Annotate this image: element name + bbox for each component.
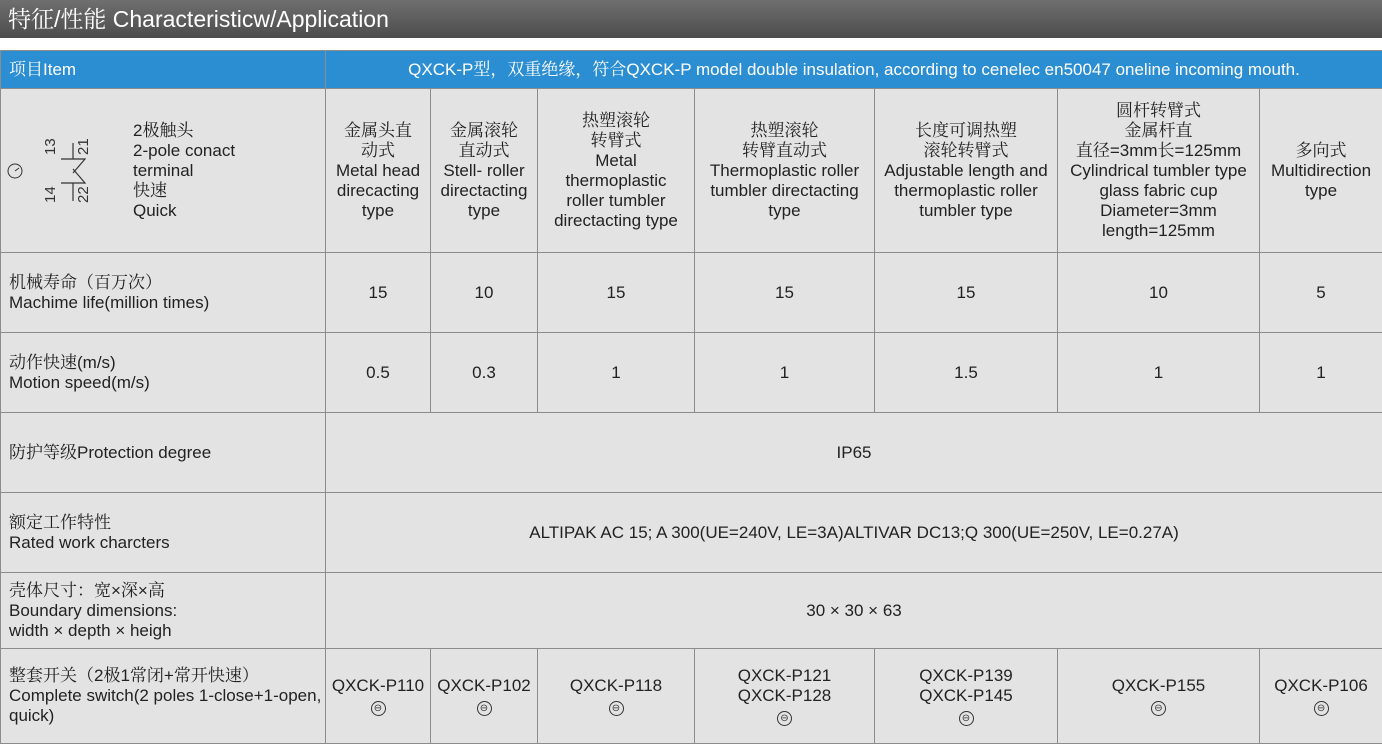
protection-row [1,413,1382,493]
protection-value: IP65 [326,413,1382,493]
title-gap [0,38,1382,50]
model-number: QXCK-P110 [328,676,428,696]
model-number: QXCK-P121 [697,666,872,686]
type-cell-multidirection: 多向式 Multidirection type [1260,89,1382,253]
machine-life-value: 10 [431,253,538,333]
boundary-value: 30 × 30 × 63 [326,573,1382,649]
motion-speed-row [1,333,1382,413]
model-number: QXCK-P139 [877,666,1055,686]
rated-value: ALTIPAK AC 15; A 300(UE=240V, LE=3A)ALTIVAR DC13;Q 300(UE=250V, LE=0.27A) [326,493,1382,573]
contact-cell [1,89,326,253]
model-cell [431,649,538,744]
machine-life-value: 15 [875,253,1058,333]
model-number: QXCK-P106 [1262,676,1380,696]
machine-life-row [1,253,1382,333]
contact-text-line: 2-pole conact [133,141,235,161]
model-number: QXCK-P118 [540,676,692,696]
machine-life-value: 10 [1058,253,1260,333]
quick-action-circle-icon: ⊖ [371,701,386,716]
model-cell [1058,649,1260,744]
types-row [1,89,1382,253]
motion-speed-label: 动作快速(m/s) Motion speed(m/s) [1,333,326,413]
terminal-14-label: 14 [42,186,59,203]
machine-life-value: 5 [1260,253,1382,333]
contact-text-line: 2极触头 [133,121,235,141]
boundary-label: 壳体尺寸：宽×深×高 Boundary dimensions: width × depth × heigh [1,573,326,649]
spec-table [0,50,1382,744]
quick-action-circle-icon: ⊖ [1314,701,1329,716]
machine-life-value: 15 [695,253,875,333]
quick-action-circle-icon: ⊖ [777,711,792,726]
motion-speed-value: 1 [695,333,875,413]
section-title: 特征/性能 Characteristicw/Application [0,0,1382,38]
type-cell-metal-thermoplastic: 热塑滚轮 转臂式 Metal thermoplastic roller tumbler directacting type [538,89,695,253]
model-number: QXCK-P145 [877,686,1055,706]
motion-speed-value: 1 [1058,333,1260,413]
motion-speed-value: 0.3 [431,333,538,413]
type-cell-steel-roller: 金属滚轮 直动式 Stell- roller directacting type [431,89,538,253]
contact-description [133,121,235,221]
model-number: QXCK-P128 [697,686,872,706]
motion-speed-value: 0.5 [326,333,431,413]
model-description: QXCK-P型，双重绝缘，符合QXCK-P model double insulation, according to cenelec en50047 oneline incoming mouth. [326,51,1382,89]
terminal-21-label: 21 [75,138,92,155]
complete-switch-row [1,649,1382,744]
machine-life-label: 机械寿命（百万次） Machime life(million times) [1,253,326,333]
type-cell-thermoplastic-roller: 热塑滚轮 转臂直动式 Thermoplastic roller tumbler directacting type [695,89,875,253]
protection-label: 防护等级Protection degree [1,413,326,493]
contact-diagram-icon [3,111,123,231]
model-number: QXCK-P102 [433,676,535,696]
item-header: 项目Item [1,51,326,89]
model-cell [875,649,1058,744]
type-cell-adjustable-length: 长度可调热塑 滚轮转臂式 Adjustable length and thermoplastic roller tumbler type [875,89,1058,253]
quick-action-circle-icon: ⊖ [477,701,492,716]
contact-text-line: Quick [133,201,235,221]
model-cell [695,649,875,744]
model-number: QXCK-P155 [1060,676,1257,696]
quick-action-circle-icon: ⊖ [959,711,974,726]
boundary-row [1,573,1382,649]
header-row [1,51,1382,89]
terminal-22-label: 22 [75,186,92,203]
quick-action-circle-icon: ⊖ [609,701,624,716]
type-cell-metal-head: 金属头直 动式 Metal head direcacting type [326,89,431,253]
model-cell [326,649,431,744]
type-cell-cylindrical: 圆杆转臂式 金属杆直 直径=3mm长=125mm Cylindrical tumbler type glass fabric cup Diameter=3mm length=125mm [1058,89,1260,253]
model-cell [1260,649,1382,744]
contact-text-line: 快速 [133,181,235,201]
rated-label: 额定工作特性 Rated work charcters [1,493,326,573]
complete-switch-label: 整套开关（2极1常闭+常开快速） Complete switch(2 poles 1-close+1-open, quick) [1,649,326,744]
machine-life-value: 15 [326,253,431,333]
machine-life-value: 15 [538,253,695,333]
quick-action-circle-icon: ⊖ [1151,701,1166,716]
rated-row [1,493,1382,573]
model-cell [538,649,695,744]
contact-text-line: terminal [133,161,235,181]
motion-speed-value: 1.5 [875,333,1058,413]
motion-speed-value: 1 [538,333,695,413]
motion-speed-value: 1 [1260,333,1382,413]
terminal-13-label: 13 [42,138,59,155]
